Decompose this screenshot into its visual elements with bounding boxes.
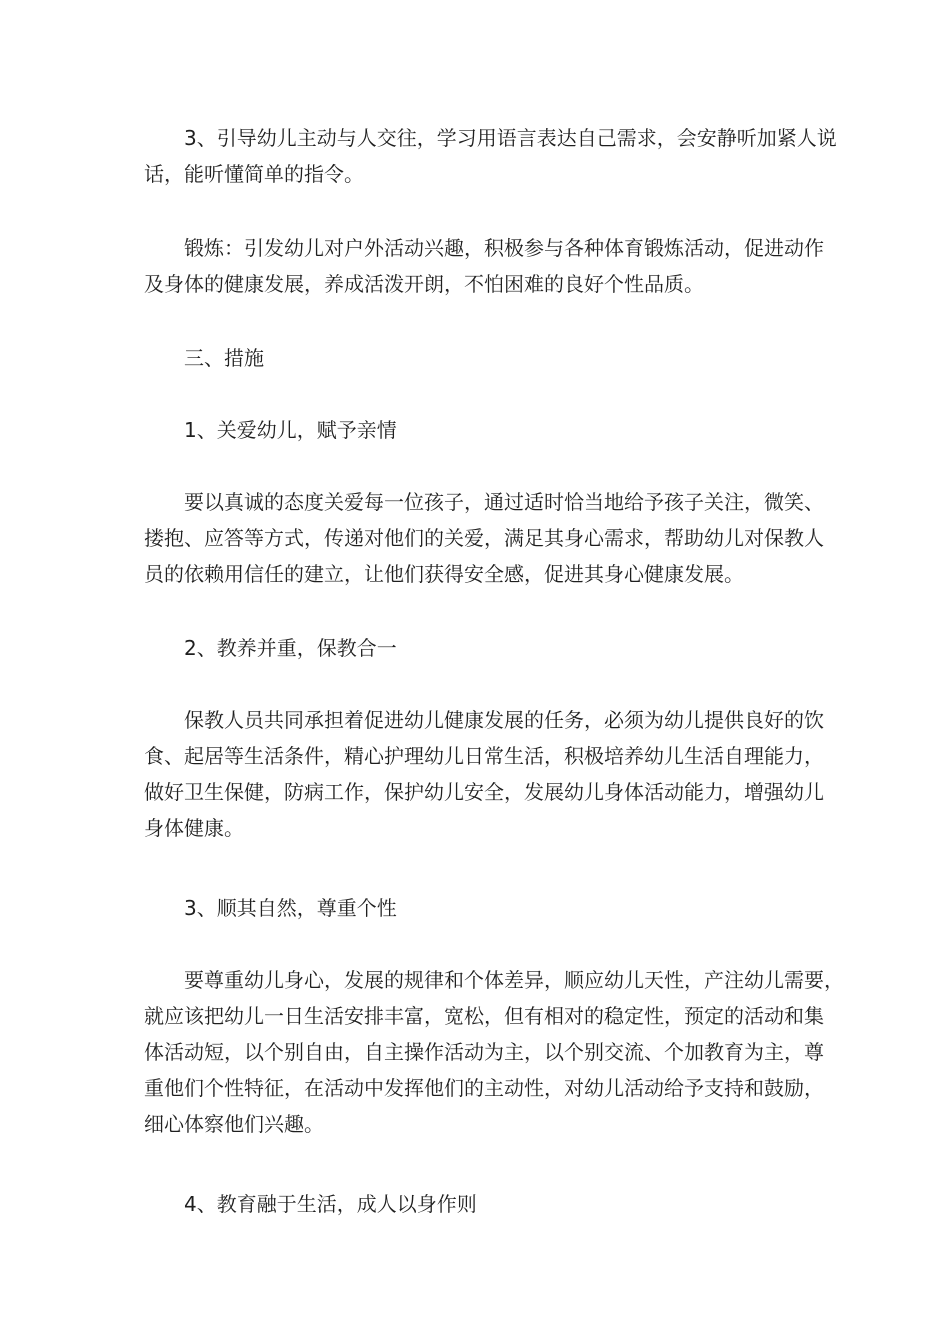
paragraph-respect: [144, 962, 844, 1142]
text-line: 体活动短，以个别自由，自主操作活动为主，以个别交流、个加教育为主，尊: [144, 1040, 824, 1064]
subheading-1: [144, 412, 814, 448]
text-line: 身体健康。: [144, 816, 244, 840]
paragraph-nurture: [144, 702, 824, 846]
subheading-3: [144, 890, 814, 926]
text-line: 1、关爱幼儿，赋予亲情: [184, 418, 397, 442]
paragraph-care: [144, 484, 824, 592]
subheading-4: [144, 1186, 814, 1222]
section-heading-measures: [144, 340, 814, 376]
text-line: 搂抱、应答等方式，传递对他们的关爱，满足其身心需求，帮助幼儿对保教人: [144, 526, 824, 550]
text-line: 做好卫生保健，防病工作，保护幼儿安全，发展幼儿身体活动能力，增强幼儿: [144, 780, 824, 804]
text-line: 三、措施: [184, 346, 264, 370]
text-line: 锻炼：引发幼儿对户外活动兴趣，积极参与各种体育锻炼活动，促进动作: [184, 236, 824, 260]
subheading-2: [144, 630, 814, 666]
text-line: 3、顺其自然，尊重个性: [184, 896, 397, 920]
text-line: 4、教育融于生活，成人以身作则: [184, 1192, 477, 1216]
text-line: 保教人员共同承担着促进幼儿健康发展的任务，必须为幼儿提供良好的饮: [184, 708, 824, 732]
text-line: 3、引导幼儿主动与人交往，学习用语言表达自己需求，会安静听加紧人说: [184, 126, 837, 150]
paragraph-goal-3: [144, 120, 837, 192]
text-line: 就应该把幼儿一日生活安排丰富，宽松，但有相对的稳定性，预定的活动和集: [144, 1004, 824, 1028]
text-line: 重他们个性特征，在活动中发挥他们的主动性，对幼儿活动给予支持和鼓励，: [144, 1076, 824, 1100]
text-line: 细心体察他们兴趣。: [144, 1112, 324, 1136]
text-line: 员的依赖用信任的建立，让他们获得安全感，促进其身心健康发展。: [144, 562, 744, 586]
text-line: 及身体的健康发展，养成活泼开朗，不怕困难的良好个性品质。: [144, 272, 704, 296]
text-line: 要尊重幼儿身心，发展的规律和个体差异，顺应幼儿天性，产注幼儿需要，: [184, 968, 844, 992]
paragraph-exercise: [144, 230, 824, 302]
text-line: 2、教养并重，保教合一: [184, 636, 397, 660]
text-line: 食、起居等生活条件，精心护理幼儿日常生活，积极培养幼儿生活自理能力，: [144, 744, 824, 768]
text-line: 要以真诚的态度关爱每一位孩子，通过适时恰当地给予孩子关注，微笑、: [184, 490, 824, 514]
text-line: 话，能听懂简单的指令。: [144, 162, 364, 186]
